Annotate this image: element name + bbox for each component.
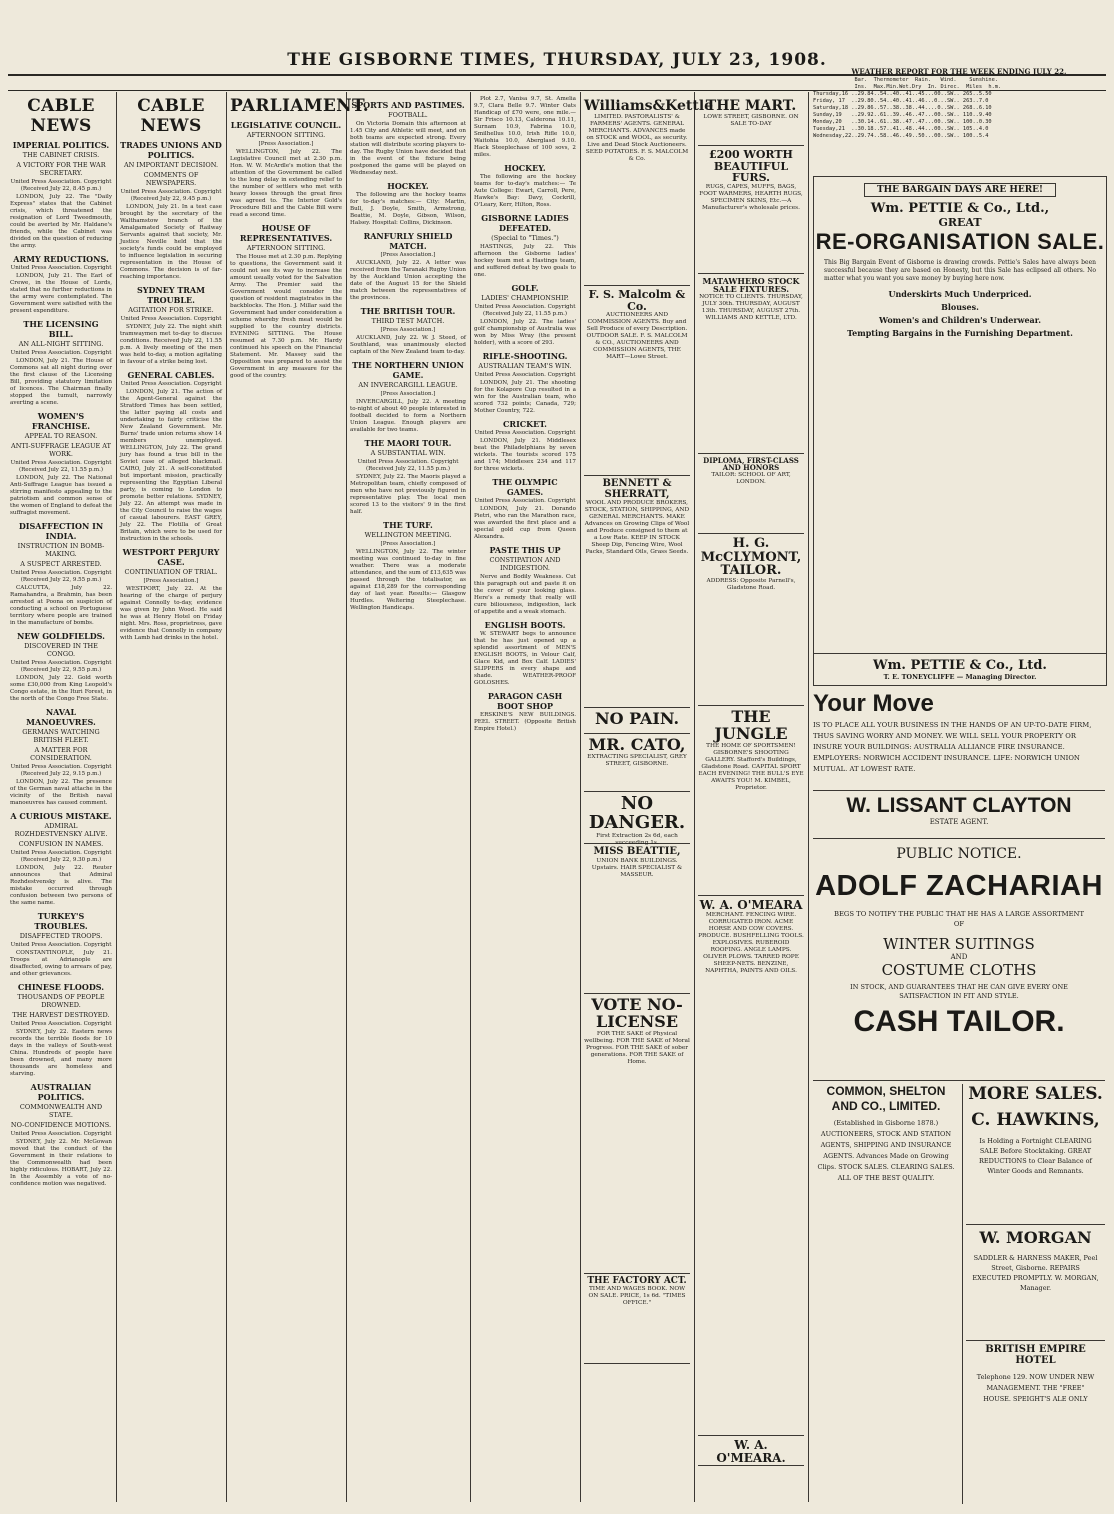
ad-mr-cato bbox=[584, 734, 690, 792]
section-title: TURKEY'S TROUBLES. bbox=[34, 911, 88, 931]
dateline: United Press Association. Copyright bbox=[10, 1131, 112, 1137]
zachariah-costume: COSTUME CLOTHS bbox=[881, 961, 1037, 979]
pettie-section: Women's and Children's Underwear. bbox=[879, 315, 1041, 325]
section-subtitle: AN INVERCARGILL LEAGUE. bbox=[358, 381, 458, 389]
pettie-section: Tempting Bargains in the Furnishing Department. bbox=[847, 328, 1073, 338]
sports-results-column bbox=[474, 96, 576, 1501]
article-body: WESTPORT, July 22. At the hearing of the charge of perjury against Connolly to-day, evidence was given by John Wood. He said he was at Henry Hotel on Friday night. Mrs. Ross, proprietress, gave evidence that Connolly in company with Lamb had drinks in the hotel. bbox=[120, 586, 222, 641]
section-title: GENERAL CABLES. bbox=[127, 370, 215, 380]
section-title: CHINESE FLOODS. bbox=[17, 982, 105, 992]
section-title: HOCKEY. bbox=[504, 163, 546, 173]
ad-headline: MISS BEATTIE, bbox=[593, 846, 681, 857]
dateline: United Press Association. Copyright (Received July 22, 11.55 p.m.) bbox=[357, 459, 459, 472]
article-body: WELLINGTON, July 22. The Legislative Council met at 2.30 p.m. Hon. W. W. McArdle's motion that the attention of the Government be called to the long delay in extending relief to the number of settlers who met with heavy losses through the great fires was agreed to. The Interior Gold's Procedure Bill and the Cable Bill were read a second time. bbox=[230, 149, 342, 218]
hawkins-body: Is Holding a Fortnight CLEARING SALE Before Stocktaking. GREAT REDUCTIONS to Clear Balance of Winter Goods and Remnants. bbox=[979, 1137, 1092, 1175]
dateline: United Press Association. Copyright (Received July 22, 9.30 p.m.) bbox=[10, 850, 112, 863]
ad-body: MERCHANT. FENCING WIRE. CORRUGATED IRON. ACME HORSE AND COW COVERS. PRODUCE. BUSHFELLING TOOLS. EXPLOSIVES. RUBEROID ROOFING. ANGLE LAMPS. OLIVER PLOWS. TARRED ROPE SHEEP-NETS. BENZINE, NAPHTHA, PAINTS AND OILS. bbox=[698, 911, 804, 974]
section-title: CRICKET. bbox=[503, 419, 547, 429]
column-divider bbox=[226, 92, 227, 1502]
section-title: ENGLISH BOOTS. bbox=[484, 620, 566, 630]
article-body: CALCUTTA, July 22. Ramahandra, a Brahmin, has been arrested at Poona on suspicion of conducting a school on Portuguese territory where people are trained in the manufacture of bombs. bbox=[10, 585, 112, 626]
dateline: United Press Association. Copyright (Received July 22, 9.55 p.m.) bbox=[10, 660, 112, 673]
lissant-name: W. LISSANT CLAYTON bbox=[846, 794, 1072, 817]
article-body: LONDON, July 21. Middlesex beat the Philadelphians by seven wickets. The tourists scored 175 and 174; Middlesex 234 and 117 for three wickets. bbox=[474, 438, 576, 472]
zachariah-winter: WINTER SUITINGS bbox=[883, 935, 1035, 953]
hawkins-ad bbox=[966, 1084, 1105, 1225]
section-title: THE BRITISH TOUR. bbox=[360, 306, 456, 316]
ad-the-mart bbox=[698, 96, 804, 146]
ad-omeara bbox=[698, 896, 804, 1436]
column-divider bbox=[346, 92, 347, 1502]
sports-column bbox=[350, 96, 466, 1501]
section-subtitle: DISCOVERED IN THE CONGO. bbox=[24, 642, 98, 658]
pettie-sale-ad bbox=[813, 176, 1107, 686]
masthead-title: THE GISBORNE TIMES, THURSDAY, JULY 23, 1908. bbox=[287, 50, 827, 70]
dateline: [Press Association.] bbox=[380, 252, 436, 258]
section-subtitle: A SUBSTANTIAL WIN. bbox=[370, 449, 446, 457]
zachariah-body: BEGS TO NOTIFY THE PUBLIC THAT HE HAS A LARGE ASSORTMENT OF bbox=[833, 910, 1085, 928]
common-shelton-body: (Established in Gisborne 1878.) AUCTIONEERS, STOCK AND STATION AGENTS, SHIPPING AND INSURANCE AGENTS. Advances Made on Growing Clips. STOCK SALES. CLEARING SALES. ALL OF THE BEST QUALITY. bbox=[817, 1119, 955, 1182]
weather-table: Bar. Thermometer Rain. Wind. Sunshine. Ins. Max.Min.Wet.Dry In. Direc. Miles h.m. Thursday,16 ..29.84..54..40..41..45...00..SW.. 265..5.50 Friday, 17 ..29.80..54..40..41..46...0...SW.. 263..7.0 Saturday,18 ..29.86..57..38..38..44....0..SW.. 268..6.10 Sunday,19 ..29.92..61..39..46..47...00..SW.. 110..9.40 Monday,20 ..30.14..61..38..47..47...00..SW.. 100..0.30 Tuesday,21 ..30.18..57..41..48..44...00..SW.. 105..4.0 Wednesday,22..29.74..58..46..49..50...00..SW.. 100..5.4 bbox=[813, 77, 1002, 140]
dateline: United Press Association. Copyright bbox=[120, 381, 222, 387]
advertisements-column-1 bbox=[584, 96, 714, 1501]
section-subtitle: CONFUSION IN NAMES. bbox=[18, 840, 104, 848]
hawkins-title: MORE SALES. bbox=[968, 1084, 1103, 1104]
section-subtitle: DISAFFECTED TROOPS. bbox=[19, 932, 103, 940]
article-body: LONDON, July 22. The ladies' golf championship of Australia was won by Miss Wray (the present holder), with a score of 293. bbox=[474, 319, 576, 346]
lissant-role: ESTATE AGENT. bbox=[929, 818, 989, 826]
section-title: GOLF. bbox=[511, 283, 539, 293]
ad-body: LIMITED. PASTORALISTS' & FARMERS' AGENTS. GENERAL MERCHANTS. ADVANCES made on STOCK and WOOL, as security. Live and Dead Stock Auctioneers. SEED POTATOES. F. S. MALCOLM & Co. bbox=[585, 113, 689, 162]
article-body: SYDNEY, July 22. The night shift tramwaymen met to-day to discuss conditions. Received July 22, 11.55 p.m. A lively meeting of the men was held to-day, a motion agitating in favour of a strike being lost. bbox=[120, 324, 222, 365]
common-shelton-name: COMMON, SHELTON AND CO., LIMITED. bbox=[826, 1084, 946, 1113]
section-subtitle: (Special to "Times.") bbox=[491, 234, 559, 242]
ad-body: First Extraction 2s 6d, each succeeding 1s. bbox=[596, 832, 678, 846]
column-divider bbox=[580, 92, 581, 1502]
pettie-section: Underskirts Much Underpriced. bbox=[888, 289, 1032, 299]
ad-headline: VOTE NO-LICENSE bbox=[591, 995, 683, 1031]
section-title: RANFURLY SHIELD MATCH. bbox=[363, 231, 453, 251]
section-subtitle: FOOTBALL. bbox=[388, 111, 428, 119]
ad-body: TAILOR: SCHOOL OF ART, LONDON. bbox=[711, 471, 791, 485]
pettie-sale-title: RE-ORGANISATION SALE. bbox=[815, 229, 1105, 254]
ad-matawhero bbox=[698, 274, 804, 454]
dateline: [Press Association.] bbox=[380, 391, 436, 397]
bargain-banner: THE BARGAIN DAYS ARE HERE! bbox=[864, 183, 1056, 197]
dateline: United Press Association. Copyright bbox=[120, 316, 222, 322]
section-title: SYDNEY TRAM TROUBLE. bbox=[137, 285, 205, 305]
pettie-section: Blouses. bbox=[941, 302, 979, 312]
pettie-intro: This Big Bargain Event of Gisborne is drawing crowds. Pettie's Sales have always been successful because they are based on Honesty, but this Sale has eclipsed all others. No matter what you want you save money by buying here now. bbox=[824, 259, 1096, 282]
cable-news-column-1 bbox=[10, 96, 112, 1501]
ad-body: LOWE STREET, GISBORNE. ON SALE TO-DAY bbox=[703, 113, 799, 127]
pettie-firm: Wm. PETTIE & Co., Ltd., bbox=[870, 201, 1050, 216]
article-body: The House met at 2.30 p.m. Replying to questions, the Government said it could not see its way to increase the amount usually voted for the Salvation Army. The Premier said the Government would consider the question of resident magistrates in the backblocks. The Hon. J. Millar said the Government had under consideration a scheme whereby fresh meat would be supplied to the country districts. EVENING SITTING. The House resumed at 7.30 p.m. Mr. Hardy continued his speech on the Financial Statement. Mr. Massey said the Opposition was prepared to assist the Government in any measure for the good of the country. bbox=[230, 254, 342, 379]
ad-headline: MATAWHERO STOCK SALE FIXTURES. bbox=[702, 276, 800, 295]
column-heading: CABLE NEWS bbox=[27, 96, 95, 136]
ad-body: ADDRESS: Opposite Parnell's, Gladstone Road. bbox=[706, 577, 796, 591]
morgan-name: W. MORGAN bbox=[979, 1228, 1092, 1247]
zachariah-ad bbox=[813, 842, 1105, 1081]
weather-report bbox=[813, 68, 1105, 174]
ad-mcclymont bbox=[698, 534, 804, 706]
section-title: NAVAL MANOEUVRES. bbox=[26, 707, 96, 727]
dateline: United Press Association. Copyright bbox=[10, 942, 112, 948]
article-body: Plot 2.7, Vanisa 9.7, St. Amelia 9.7, Clara Belle 9.7. Winter Oats Handicap of £70 were, one mile.—Sir Frisco 10.13, Calderona 10.11, Surnam 10.9, Fabrina 10.0, Smilhellus 10.0, Irish Rifle 10.0, Waitohia 10.0, Aberglasd 9.10. Hack Steeplechase of 100 sovs, 2 miles. bbox=[474, 96, 576, 158]
section-subtitle: AUSTRALIAN TEAM'S WIN. bbox=[478, 362, 572, 370]
article-body: The following are the hockey teams for to-day's matches:— Te Aute College: Ewart, Carroll, Pere, Hawke's Bay: Davy, Cockrill, O'Leary, Kerr, Hilton, Ross. bbox=[474, 174, 576, 208]
morgan-body: SADDLER & HARNESS MAKER, Peel Street, Gisborne. REPAIRS EXECUTED PROMPTLY. W. MORGAN, Manager. bbox=[972, 1254, 1099, 1292]
section-title: A CURIOUS MISTAKE. bbox=[10, 811, 112, 821]
section-subtitle: AFTERNOON SITTING. bbox=[246, 244, 326, 252]
section-title: WOMEN'S FRANCHISE. bbox=[31, 411, 91, 431]
dateline: United Press Association. Copyright bbox=[474, 498, 576, 504]
dateline: United Press Association. Copyright bbox=[10, 1021, 112, 1027]
dateline: [Press Association.] bbox=[380, 327, 436, 333]
article-body: AUCKLAND, July 22. W. J. Steed, of Southland, was unanimously elected captain of the New Zealand team to-day. bbox=[350, 335, 466, 355]
section-subtitle: THE HARVEST DESTROYED. bbox=[12, 1011, 110, 1019]
ad-headline: THE JUNGLE bbox=[714, 707, 788, 743]
section-title: GISBORNE LADIES DEFEATED. bbox=[481, 213, 569, 233]
dateline: [Press Association.] bbox=[143, 578, 199, 584]
article-body: WELLINGTON, July 22. The winter meeting was continued to-day in fine weather. There was a moderate attendance, and the sum of £13,635 was passed through the totalisator, as against £18,289 for the corresponding day of last year. Results:— Glasgow Hurdles. Weltering Steeplechase. Wellington Handicaps. bbox=[350, 549, 466, 611]
article-body: LONDON, July 21. The action of the Agent-General against the Stratford Times has been settled, the latter paying all costs and undertaking to fairly criticise the New Zealand Government. Mr. Burns' trade union returns show 14 members unemployed. WELLINGTON, July 22. The grand jury has found a true bill in the Soviet case of alleged blackmail. CAIRO, July 21. A self-constituted but important mission, practically representing the Egyptian Liberal party, is coming to London to promote better relations. SYDNEY, July 22. An attempt was made in the City Council to raise the wages of casual labourers. EAST GREY, July 22. The Flotilla of Great Britain, which were to be used for instruction in the schools. bbox=[120, 389, 222, 542]
dateline: United Press Association. Copyright bbox=[474, 430, 576, 436]
dateline: United Press Association. Copyright (Received July 22, 9.15 p.m.) bbox=[10, 764, 112, 777]
section-title: THE TURF. bbox=[383, 520, 433, 530]
ad-furs bbox=[698, 146, 804, 274]
ad-headline: F. S. Malcolm & Co. bbox=[588, 288, 686, 313]
dateline: [Press Association.] bbox=[380, 541, 436, 547]
your-move-ad bbox=[813, 690, 1105, 791]
article-body: LONDON, July 21. The Earl of Crewe, in the House of Lords, stated that no further reductions in the army were contemplated. The Government were satisfied with the present expenditure. bbox=[10, 273, 112, 314]
section-subtitle: AN IMPORTANT DECISION. bbox=[123, 161, 219, 169]
common-shelton-ad bbox=[813, 1084, 959, 1504]
ad-headline: BENNETT & SHERRATT, bbox=[602, 478, 672, 500]
ad-body: EXTRACTING SPECIALIST, GREY STREET, GISBORNE. bbox=[587, 753, 687, 767]
pettie-footer-firm: Wm. PETTIE & Co., Ltd. bbox=[873, 658, 1047, 673]
dateline: [Press Association.] bbox=[258, 141, 314, 147]
article-body: LONDON, July 21. The shooting for the Kolapore Cup resulted in a win for the Australian team, who scored 732 points; Canada, 729; Mother Country, 722. bbox=[474, 380, 576, 414]
section-subtitle: THOUSANDS OF PEOPLE DROWNED. bbox=[17, 993, 105, 1009]
section-subtitle: ADMIRAL ROZHDESTVENSKY ALIVE. bbox=[14, 822, 108, 838]
ad-body: FOR THE SAKE of Physical wellbeing. FOR THE SAKE of Moral Progress. FOR THE SAKE of sober generations. FOR THE SAKE of Home. bbox=[584, 1030, 690, 1065]
section-title: DISAFFECTION IN INDIA. bbox=[18, 521, 104, 541]
section-subtitle: CONSTIPATION AND INDIGESTION. bbox=[489, 556, 561, 572]
your-move-body: IS TO PLACE ALL YOUR BUSINESS IN THE HANDS OF AN UP-TO-DATE FIRM, THUS SAVING WORRY AND MONEY. WE WILL SELL YOUR PROPERTY OR INSURE YOUR BUILDINGS: AUSTRALIA ALLIANCE FIRE INSURANCE. EMPLOYERS: NORWICH ACCIDENT INSURANCE. LIFE: NORWICH UNION MUTUAL. AT LOWEST RATE. bbox=[813, 721, 1092, 773]
ad-body: WOOL AND PRODUCE BROKERS, STOCK, STATION, SHIPPING, AND GENERAL MERCHANTS. MAKE Advances on Growing Clips of Wool and Produce consigned to them at a Low Rate. KEEP IN STOCK Sheep Dip, Fencing Wire, Wool Packs, Standard Oils, Grass Seeds. bbox=[584, 500, 690, 555]
ad-headline: H. G. McCLYMONT, TAILOR. bbox=[700, 536, 802, 579]
ad-vote-no-license bbox=[584, 994, 690, 1274]
hawkins-name: C. HAWKINS, bbox=[971, 1110, 1100, 1130]
dateline: United Press Association. Copyright bbox=[474, 372, 576, 378]
british-empire-body: Telephone 129. NOW UNDER NEW MANAGEMENT. THE "FREE" HOUSE. SPEIGHT'S ALE ONLY bbox=[976, 1373, 1095, 1403]
article-body: The following are the hockey teams for to-day's matches:— City: Martin, Bull, J. Doyle, Smith, Armstrong, Beattie, M. Doyle, Gibson, Wilson, Halsey. Hospital: Collins, Dickinson. bbox=[350, 192, 466, 226]
article-body: LONDON, July 22. Gold worth some £30,000 from King Leopold's Congo estate, in the Ituri Forest, in the north of the Congo Free State. bbox=[10, 675, 112, 702]
column-divider bbox=[962, 1084, 963, 1504]
zachariah-guarantee: IN STOCK, AND GUARANTEES THAT HE CAN GIVE EVERY ONE SATISFACTION IN FIT AND STYLE. bbox=[850, 983, 1068, 1000]
section-subtitle: THIRD TEST MATCH. bbox=[371, 317, 445, 325]
ad-jungle bbox=[698, 706, 804, 896]
section-subtitle: WELLINGTON MEETING. bbox=[364, 531, 452, 539]
article-body: LONDON, July 21. Dorando Pietri, who ran the Marathon race, was awarded the first place and a special gold cup from Queen Alexandra. bbox=[474, 506, 576, 540]
zachariah-cash-tailor: CASH TAILOR. bbox=[853, 1005, 1065, 1038]
ad-no-pain bbox=[584, 708, 690, 734]
ad-factory-act bbox=[584, 1274, 690, 1364]
ad-diploma bbox=[698, 454, 804, 534]
dateline: United Press Association. Copyright bbox=[10, 265, 112, 271]
morgan-ad bbox=[966, 1228, 1105, 1341]
article-body: HASTINGS, July 22. This afternoon the Gisborne ladies' hockey team met a Hastings team, and suffered defeat by two goals to one. bbox=[474, 244, 576, 278]
article-body: LONDON, July 22. The National Anti-Suffrage League has issued a stirring manifesto appealing to the patriotism and common sense of the women of England to defeat the suffragist movement. bbox=[10, 475, 112, 516]
pettie-great: GREAT bbox=[938, 216, 982, 229]
zachariah-notice: PUBLIC NOTICE. bbox=[896, 846, 1022, 862]
section-subtitle: APPEAL TO REASON. bbox=[24, 432, 98, 440]
section-subtitle: AGITATION FOR STRIKE. bbox=[128, 306, 214, 314]
article-body: SYDNEY, July 22. The Maoris played a Metropolitan team, chiefly composed of men who have not previously figured in representative play. The local men scored 13 to the visitors' 9 in the first half. bbox=[350, 474, 466, 515]
ad-bennett-sherratt bbox=[584, 476, 690, 708]
column-divider bbox=[808, 92, 809, 1502]
section-subtitle: A SUSPECT ARRESTED. bbox=[20, 560, 102, 568]
section-title: PASTE THIS UP bbox=[489, 545, 561, 555]
section-title: TRADES UNIONS AND POLITICS. bbox=[120, 140, 222, 160]
section-subtitle: THE CABINET CRISIS. bbox=[22, 151, 100, 159]
article-body: LONDON, July 22. The "Daily Express" states that the Cabinet crisis, which threatened the resignation of Lord Tweedmouth, could be averted by Mr. Haldane's friends, while the Cabinet was divided on the question of reducing the army. bbox=[10, 194, 112, 249]
ad-headline: THE MART. bbox=[705, 98, 797, 114]
section-title: THE NORTHERN UNION GAME. bbox=[352, 360, 464, 380]
ad-headline: NO PAIN. bbox=[594, 709, 680, 728]
section-subtitle: A VICTORY FOR THE WAR SECRETARY. bbox=[16, 161, 106, 177]
column-divider bbox=[694, 92, 695, 1502]
ad-body: UNION BANK BUILDINGS. Upstairs. HAIR SPECIALIST & MASSEUR. bbox=[591, 857, 683, 878]
ad-body: RUGS, CAPES, MUFFS, BAGS, FOOT WARMERS, HEARTH RUGS, SPECIMEN SKINS, Etc.—A Manufacturer's wholesale prices. bbox=[699, 183, 803, 211]
section-subtitle: INSTRUCTION IN BOMB-MAKING. bbox=[17, 542, 105, 558]
section-subtitle: GERMANS WATCHING BRITISH FLEET. bbox=[22, 728, 100, 744]
section-subtitle: AN ALL-NIGHT SITTING. bbox=[18, 340, 104, 348]
article-body: LONDON, July 22. The presence of the German naval attache in the vicinity of the British naval manoeuvres has caused comment. bbox=[10, 779, 112, 806]
ad-no-danger bbox=[584, 792, 690, 844]
section-subtitle: COMMENTS OF NEWSPAPERS. bbox=[143, 171, 199, 187]
column-divider bbox=[470, 92, 471, 1502]
section-title: WESTPORT PERJURY CASE. bbox=[122, 547, 220, 567]
article-body: Nerve and Bodily Weakness. Cut this paragraph out and paste it on the cover of your looking glass. Here's a remedy that really will cure biliousness, indigestion, lack of appetite and a weak stomach. bbox=[474, 574, 576, 615]
section-title: RIFLE-SHOOTING. bbox=[482, 351, 568, 361]
dateline: United Press Association. Copyright (Received July 22, 11.55 p.m.) bbox=[10, 460, 112, 473]
your-move-title: Your Move bbox=[813, 690, 934, 717]
section-title: THE LICENSING BILL. bbox=[23, 319, 99, 339]
column-heading: CABLE NEWS bbox=[137, 96, 205, 136]
section-subtitle: NO-CONFIDENCE MOTIONS. bbox=[10, 1121, 112, 1129]
section-subtitle: CONTINUATION OF TRIAL. bbox=[124, 568, 218, 576]
ad-miss-beattie bbox=[584, 844, 690, 994]
cable-news-column-2 bbox=[120, 96, 222, 1501]
pettie-footer-director: T. E. TONEYCLIFFE — Managing Director. bbox=[883, 673, 1037, 681]
dateline: United Press Association. Copyright (Received July 22, 11.55 p.m.) bbox=[474, 304, 576, 317]
ad-williams-kettle bbox=[584, 96, 714, 286]
british-empire-hotel-ad bbox=[966, 1344, 1105, 1504]
article-body: On Victoria Domain this afternoon at 1.45 City and Athletic will meet, and on both teams are expected strong. Every station will distribute scoring players to-day. The Rugby Union have decided that in the event of the fixture being postponed the game will be played on Wednesday next. bbox=[350, 121, 466, 176]
article-body: SYDNEY, July 22. Eastern news records the terrible floods for 10 days in the valleys of South-west China. Hundreds of people have been drowned, and many more thousands are homeless and starving. bbox=[10, 1029, 112, 1077]
article-body: CONSTANTINOPLE, July 21. Troops at Adrianople are disaffected, owing to arrears of pay, and other grievances. bbox=[10, 950, 112, 977]
section-subtitle: AFTERNOON SITTING. bbox=[246, 131, 326, 139]
section-title: AUSTRALIAN POLITICS. bbox=[30, 1082, 92, 1102]
ad-body: TIME AND WAGES BOOK. NOW ON SALE. PRICE, 1s 6d. "TIMES OFFICE." bbox=[588, 1286, 686, 1307]
ad-body: THE HOME OF SPORTSMEN! GISBORNE'S SHOOTING GALLERY. Stafford's Buildings, Gladstone Road. CAPITAL SPORT EACH EVENING! THE BULL'S EYE AWAITS YOU! M. KIMBEL, Proprietor. bbox=[698, 742, 804, 791]
section-title: PARAGON CASH BOOT SHOP bbox=[487, 691, 563, 711]
advertisements-column-2 bbox=[698, 96, 804, 1501]
parliament-column bbox=[230, 96, 369, 1501]
zachariah-name: ADOLF ZACHARIAH bbox=[815, 870, 1103, 902]
article-body: INVERCARGILL, July 22. A meeting to-night of about 40 people interested in football decided to form a Northern Union League. Enough players are available for two teams. bbox=[350, 399, 466, 433]
article-body: LONDON, July 21. In a test case brought by the secretary of the Walthamstow branch of the Amalgamated Society of Railway Servants against that society, Mr. Justice Neville held that the society's funds could be employed to influence legislation in securing representation in the House of Commons. The decision is of far-reaching importance. bbox=[120, 204, 222, 280]
section-title: HOCKEY. bbox=[387, 181, 429, 191]
section-title: SPORTS AND PASTIMES. bbox=[351, 100, 465, 110]
lissant-clayton-ad bbox=[813, 794, 1105, 839]
article-body: W. STEWART begs to announce that he has just opened up a splendid assortment of MEN'S ENGLISH BOOTS, in Velour Calf, Glace Kid, and Box Calf. LADIES' SLIPPERS in every shape and shade. WEATHER-PROOF GOLOSHES. bbox=[474, 631, 576, 686]
article-body: LONDON, July 22. Reuter announces that Admiral Rozhdestvensky is alive. The mistake occurred through confusion between two persons of the same name. bbox=[10, 865, 112, 906]
ad-headline: THE FACTORY ACT. bbox=[587, 1276, 687, 1286]
ad-omeara-foot bbox=[698, 1436, 804, 1466]
article-body: LONDON, July 21. The House of Commons sat all night during over the first clause of the Licensing Bill, providing statutory limitation of licences. The Chairman finally stopped the tumult, narrowly averting a scene. bbox=[10, 358, 112, 406]
article-body: AUCKLAND, July 22. A letter was received from the Taranaki Rugby Union by the Auckland Union accepting the date of the August 15 for the Shield match between the representatives of the provinces. bbox=[350, 260, 466, 301]
column-heading: PARLIAMENT. bbox=[230, 96, 369, 116]
ad-headline: DIPLOMA, FIRST-CLASS AND HONORS bbox=[703, 456, 799, 473]
section-title: ARMY REDUCTIONS. bbox=[13, 254, 109, 264]
section-title: IMPERIAL POLITICS. bbox=[12, 140, 110, 150]
article-body: ERSKINE'S NEW BUILDINGS. PEEL STREET. (Opposite British Empire Hotel.) bbox=[474, 712, 576, 732]
ad-body: NOTICE TO CLIENTS. THURSDAY, JULY 30th. THURSDAY, AUGUST 13th. THURSDAY, AUGUST 27th. WILLIAMS AND KETTLE, LTD. bbox=[699, 293, 803, 321]
dateline: United Press Association. Copyright (Received July 22, 8.45 p.m.) bbox=[10, 179, 112, 192]
section-subtitle: LADIES' CHAMPIONSHIP. bbox=[481, 294, 569, 302]
dateline: United Press Association. Copyright bbox=[10, 350, 112, 356]
section-subtitle: ANTI-SUFFRAGE LEAGUE AT WORK. bbox=[11, 442, 111, 458]
section-title: THE OLYMPIC GAMES. bbox=[492, 477, 558, 497]
dateline: United Press Association. Copyright (Received July 22, 9.45 p.m.) bbox=[120, 189, 222, 202]
ad-headline: W. A. O'MEARA bbox=[699, 898, 803, 912]
ad-headline: Williams&Kettle bbox=[584, 98, 714, 114]
ad-headline: W. A. O'MEARA. bbox=[716, 1438, 786, 1465]
section-title: NEW GOLDFIELDS. bbox=[17, 631, 105, 641]
section-title: HOUSE OF REPRESENTATIVES. bbox=[239, 223, 333, 243]
ad-headline: £200 WORTH BEAUTIFUL FURS. bbox=[709, 148, 793, 185]
ad-headline: MR. CATO, bbox=[588, 735, 686, 754]
ad-body: AUCTIONEERS AND COMMISSION AGENTS. Buy and Sell Produce of every Description. OUTDOOR SALE. F. S. MALCOLM & CO., AUCTIONEERS AND COMMISSION AGENTS, THE MART—Lowe Street. bbox=[586, 312, 688, 361]
section-title: LEGISLATIVE COUNCIL. bbox=[230, 120, 342, 130]
section-title: THE MAORI TOUR. bbox=[364, 438, 452, 448]
ad-headline: NO DANGER. bbox=[588, 793, 686, 833]
article-body: SYDNEY, July 22. Mr. McGowan moved that the conduct of the Government in their relations to the Commonwealth had been highly ridiculous. HOBART, July 22. In the Assembly a vote of no-confidence motion was negatived. bbox=[10, 1139, 112, 1187]
section-subtitle: A MATTER FOR CONSIDERATION. bbox=[30, 746, 92, 762]
column-divider bbox=[116, 92, 117, 1502]
ad-malcolm-co bbox=[584, 286, 690, 476]
zachariah-and: AND bbox=[950, 953, 968, 961]
british-empire-name: BRITISH EMPIRE HOTEL bbox=[985, 1344, 1086, 1366]
section-subtitle: COMMONWEALTH AND STATE. bbox=[19, 1103, 103, 1119]
weather-title: WEATHER REPORT FOR THE WEEK ENDING JULY 22. bbox=[851, 67, 1067, 76]
dateline: United Press Association. Copyright (Received July 22, 9.55 p.m.) bbox=[10, 570, 112, 583]
